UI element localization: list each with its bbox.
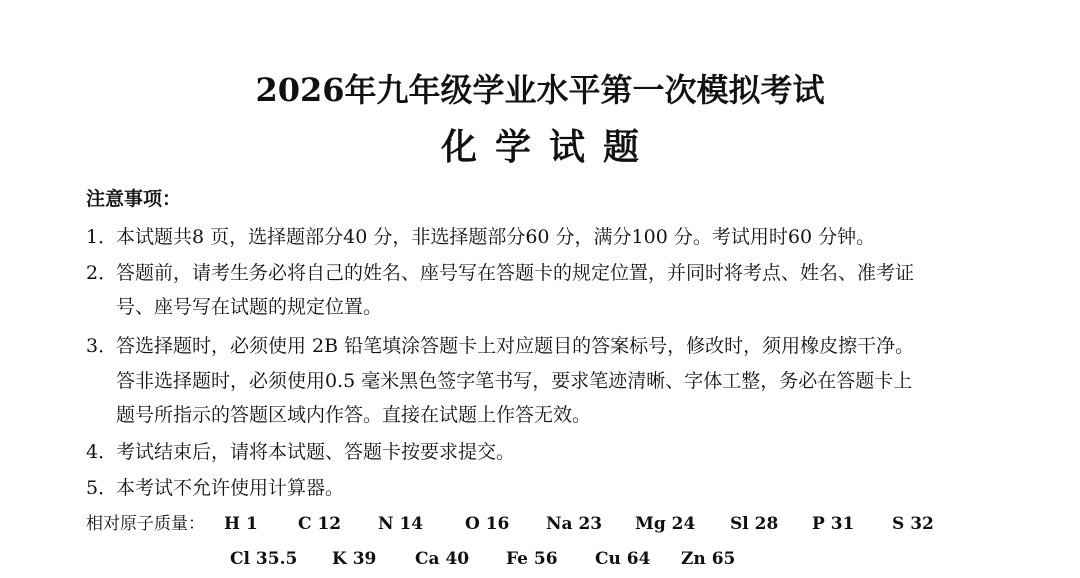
notice-item-2-cont: 号、座号写在试题的规定位置。 <box>116 296 383 318</box>
atomic-mass-entry: Ca 40 <box>415 549 470 569</box>
notice-item-text: 答选择题时，必须使用 2B 铅笔填涂答题卡上对应题目的答案标号，修改时，须用橡皮擦干净。 <box>116 335 915 357</box>
atomic-mass-entry: Zn 65 <box>681 549 736 569</box>
subject-title: 化学试题 <box>440 126 657 168</box>
atomic-mass-entry: Fe 56 <box>506 549 558 569</box>
notice-item-3-cont-2: 题号所指示的答题区域内作答。直接在试题上作答无效。 <box>116 404 592 426</box>
atomic-mass-entry: S 32 <box>892 514 934 534</box>
atomic-mass-entry: P 31 <box>812 514 855 534</box>
notice-item-5 <box>86 471 344 505</box>
atomic-mass-entry: N 14 <box>378 514 424 534</box>
notice-item-text: 本试题共8 页，选择题部分40 分，非选择题部分60 分，满分100 分。考试用时60 分钟。 <box>116 226 876 248</box>
atomic-mass-entry: Cl 35.5 <box>230 549 298 569</box>
atomic-mass-entry: C 12 <box>298 514 342 534</box>
atomic-mass-entry: H 1 <box>224 514 258 534</box>
atomic-mass-label: 相对原子质量： <box>86 514 205 534</box>
notice-item-4 <box>86 435 515 469</box>
atomic-mass-entry: Sl 28 <box>730 514 779 534</box>
notice-item-number: 5． <box>86 477 118 499</box>
exam-title: 2026年九年级学业水平第一次模拟考试 <box>255 71 825 109</box>
atomic-mass-entry: K 39 <box>332 549 377 569</box>
atomic-mass-entry: O 16 <box>465 514 510 534</box>
atomic-mass-entry: Mg 24 <box>635 514 696 534</box>
notice-item-number: 1． <box>86 226 118 248</box>
notice-item-number: 4． <box>86 441 118 463</box>
notice-item-1 <box>86 220 875 254</box>
notice-heading: 注意事项： <box>86 188 182 210</box>
notice-item-number: 2． <box>86 262 118 284</box>
atomic-mass-entry: Na 23 <box>546 514 603 534</box>
notice-item-text: 本考试不允许使用计算器。 <box>116 477 345 499</box>
notice-item-2 <box>86 256 914 290</box>
notice-item-3 <box>86 329 914 363</box>
notice-item-3-cont-1: 答非选择题时，必须使用0.5 毫米黑色签字笔书写，要求笔迹清晰、字体工整，务必在答题卡上 <box>116 370 913 392</box>
notice-item-text: 考试结束后，请将本试题、答题卡按要求提交。 <box>116 441 516 463</box>
notice-item-text: 答题前，请考生务必将自己的姓名、座号写在答题卡的规定位置，并同时将考点、姓名、准考证 <box>116 262 915 284</box>
atomic-mass-entry: Cu 64 <box>595 549 651 569</box>
notice-item-number: 3． <box>86 335 118 357</box>
